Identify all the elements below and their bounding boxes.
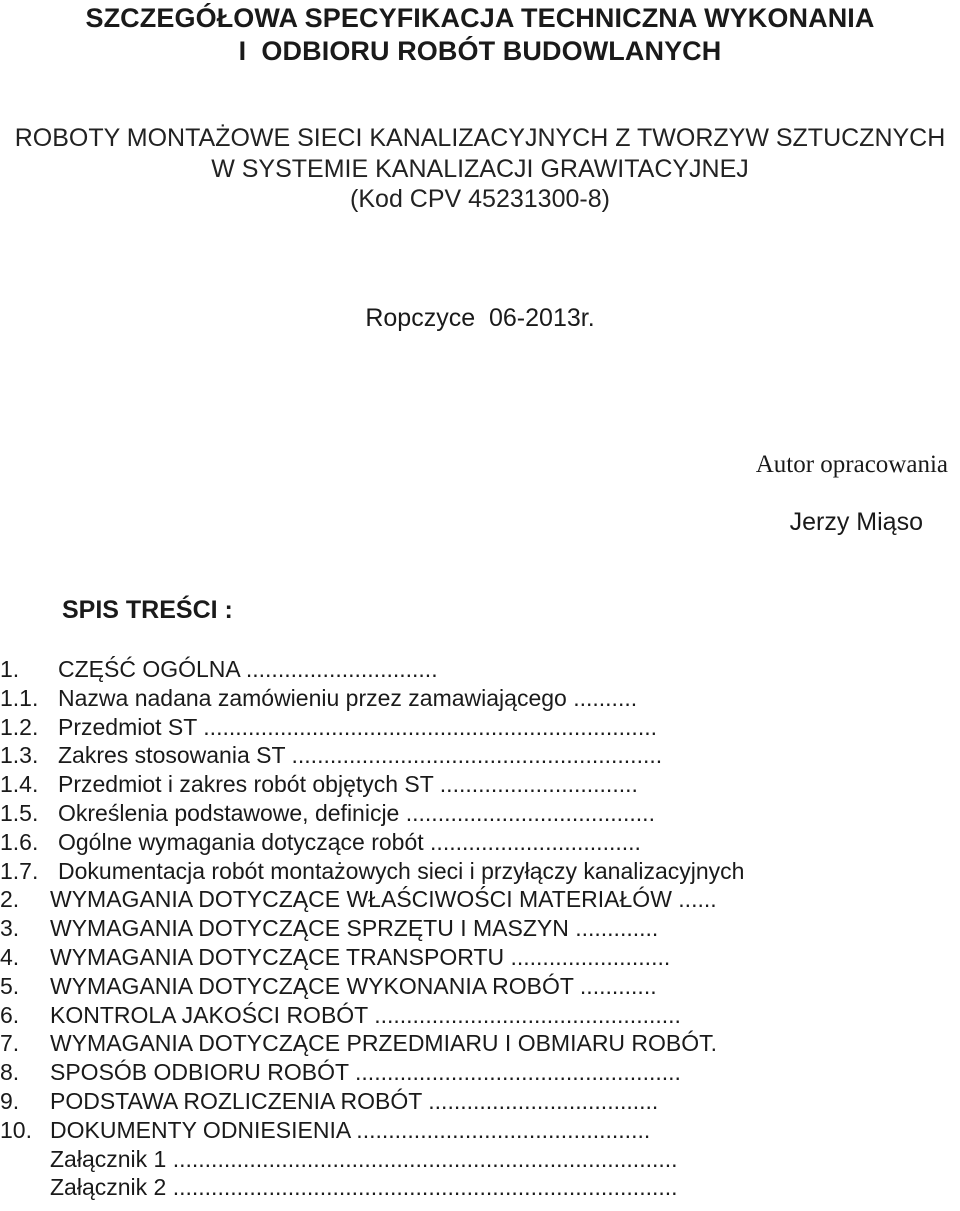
toc-entry[interactable] (0, 655, 960, 684)
toc-entry-title: Dokumentacja robót montażowych sieci i przyłączy kanalizacyjnych (58, 857, 745, 884)
toc-entry-number: 10. (0, 1116, 32, 1143)
toc-entry-title: Określenia podstawowe, definicje ....................................... (58, 799, 655, 826)
toc-entry[interactable] (0, 713, 960, 742)
toc-entry-title: Przedmiot i zakres robót objętych ST ............................... (58, 771, 638, 798)
toc-entry-title: PODSTAWA ROZLICZENIA ROBÓT .................................... (50, 1087, 659, 1114)
toc-entry-number: 5. (0, 972, 20, 999)
toc-entry-title: WYMAGANIA DOTYCZĄCE WYKONANIA ROBÓT ............ (50, 972, 657, 999)
toc-entry-number: 1. (0, 656, 20, 682)
toc-entry-title: KONTROLA JAKOŚCI ROBÓT ................................................ (50, 1001, 681, 1028)
toc-entry[interactable] (0, 972, 960, 1001)
toc-entry[interactable] (0, 914, 960, 943)
toc-entry[interactable] (0, 1029, 960, 1058)
subtitle-line: W SYSTEMIE KANALIZACJI GRAWITACYJNEJ (211, 155, 749, 183)
toc-entry-title: Przedmiot ST ....................................................................... (58, 713, 657, 740)
toc-entry[interactable] (0, 684, 960, 713)
toc-entry-number: 1.7. (0, 857, 39, 884)
toc-entry-title: Nazwa nadana zamówieniu przez zamawiającego .......... (58, 684, 638, 711)
toc-entry-number: 7. (0, 1030, 20, 1057)
toc-entry[interactable] (0, 1058, 960, 1087)
toc-entry[interactable] (0, 1116, 960, 1145)
title-line: SZCZEGÓŁOWA SPECYFIKACJA TECHNICZNA WYKONANIA (85, 3, 875, 33)
toc-entry-title: WYMAGANIA DOTYCZĄCE SPRZĘTU I MASZYN ............. (50, 915, 659, 942)
toc-heading: SPIS TREŚCI : (62, 596, 233, 624)
table-of-contents (0, 655, 960, 1202)
toc-entry[interactable] (0, 857, 960, 886)
toc-entry-number: 1.3. (0, 742, 39, 769)
toc-entry-title: SPOSÓB ODBIORU ROBÓT ................................................... (50, 1059, 681, 1086)
toc-entry[interactable] (0, 770, 960, 799)
toc-entry-number: 8. (0, 1059, 20, 1086)
author-name: Jerzy Miąso (789, 508, 923, 536)
toc-entry[interactable] (0, 828, 960, 857)
toc-entry[interactable] (0, 885, 960, 914)
toc-entry-title: Zakres stosowania ST .......................................................... (58, 742, 663, 769)
toc-entry-title: WYMAGANIA DOTYCZĄCE PRZEDMIARU I OBMIARU ROBÓT. (50, 1030, 718, 1057)
toc-entry[interactable] (0, 943, 960, 972)
toc-entry[interactable] (0, 1173, 960, 1202)
toc-entry-title: WYMAGANIA DOTYCZĄCE TRANSPORTU ......................... (50, 943, 671, 970)
toc-entry-number: 1.4. (0, 771, 39, 798)
toc-entry[interactable] (0, 799, 960, 828)
toc-entry-number: 6. (0, 1001, 20, 1028)
author-label: Autor opracowania (755, 451, 948, 478)
toc-entry-number: 1.6. (0, 828, 39, 855)
toc-entry-number: 4. (0, 943, 20, 970)
toc-entry-title: DOKUMENTY ODNIESIENIA .............................................. (50, 1116, 651, 1143)
title-line: I ODBIORU ROBÓT BUDOWLANYCH (238, 36, 722, 66)
toc-entry-number: 1.2. (0, 713, 39, 740)
toc-entry-number: 1.1. (0, 684, 39, 711)
toc-entry[interactable] (0, 1001, 960, 1030)
place-date: Ropczyce 06-2013r. (365, 304, 595, 332)
toc-entry[interactable] (0, 741, 960, 770)
toc-entry[interactable] (0, 1087, 960, 1116)
toc-entry[interactable] (0, 1145, 960, 1174)
toc-entry-number: 9. (0, 1087, 20, 1114)
toc-entry-title: WYMAGANIA DOTYCZĄCE WŁAŚCIWOŚCI MATERIAŁÓW ...... (50, 886, 717, 913)
toc-entry-number: 1.5. (0, 799, 39, 826)
cpv-code: (Kod CPV 45231300-8) (350, 185, 610, 213)
toc-entry-title: Ogólne wymagania dotyczące robót ................................. (58, 828, 641, 855)
toc-entry-title: Załącznik 2 ............................................................................... (50, 1174, 678, 1201)
toc-entry-number: 3. (0, 915, 20, 942)
toc-entry-title: Załącznik 1 ............................................................................... (50, 1145, 678, 1172)
toc-entry-title: CZĘŚĆ OGÓLNA .............................. (58, 656, 438, 682)
subtitle-line: ROBOTY MONTAŻOWE SIECI KANALIZACYJNYCH Z TWORZYW SZTUCZNYCH (14, 124, 946, 152)
toc-entry-number: 2. (0, 886, 20, 913)
